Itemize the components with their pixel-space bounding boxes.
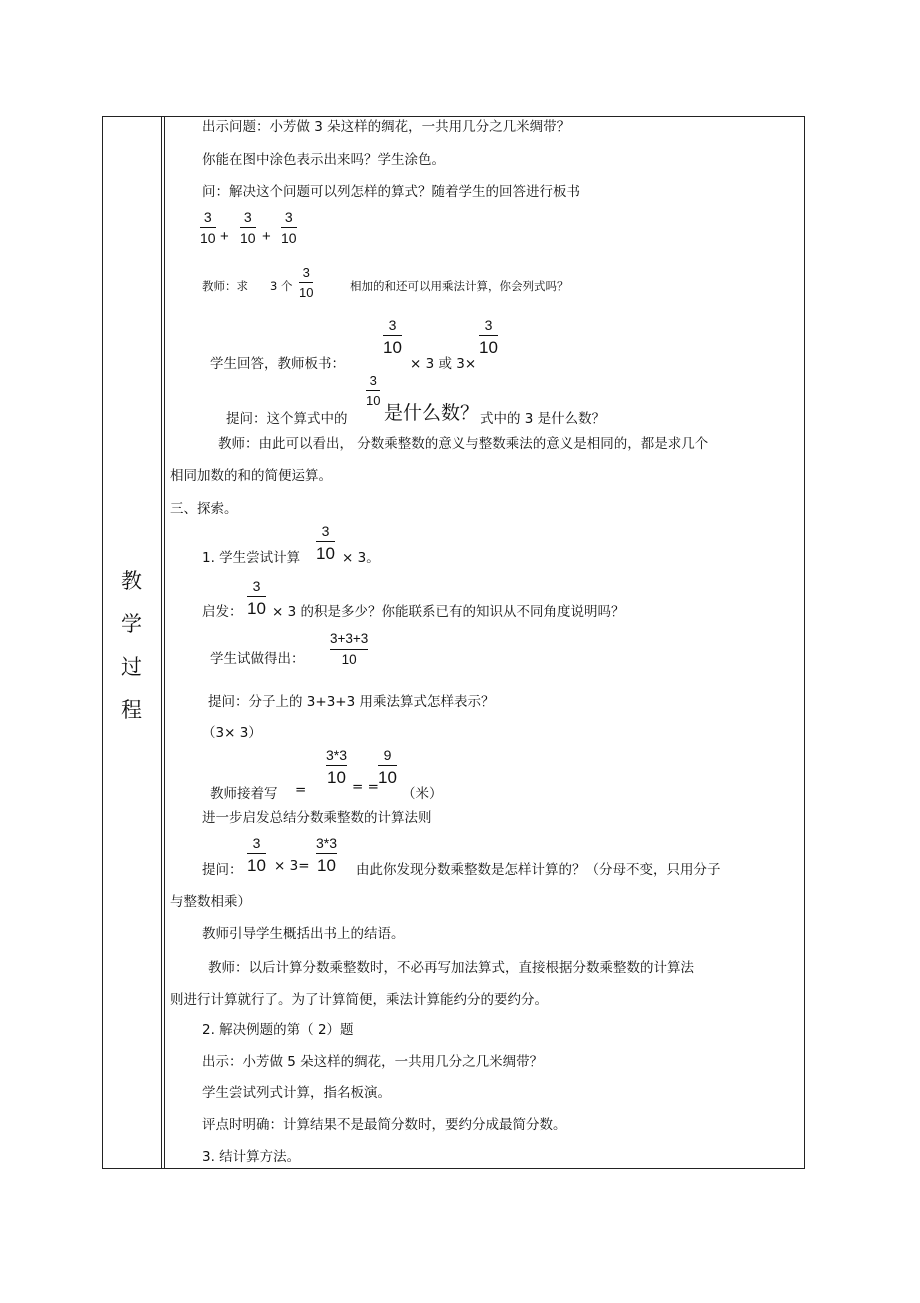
text-line: 由此你发现分数乘整数是怎样计算的？（分母不变，只用分子 — [356, 862, 721, 878]
problem-text: 出示问题：小芳做 3 朵这样的绸花，一共用几分之几米绸带？ — [202, 119, 571, 135]
text-line: 你能在图中涂色表示出来吗？学生涂色。 — [202, 152, 445, 168]
numerator: 3 — [284, 209, 293, 225]
unit-text: （米） — [402, 786, 443, 802]
equals-sign: = = — [352, 779, 379, 795]
fraction — [366, 374, 380, 407]
text-line: 教师：以后计算分数乘整数时，不必再写加法算式，直接根据分数乘整数的计算法 — [208, 960, 694, 976]
text-line: 3 个 — [270, 279, 293, 293]
denominator: 10 — [378, 768, 397, 787]
text-line: 进一步启发总结分数乘整数的计算法则 — [202, 810, 432, 826]
numerator: 3 — [252, 835, 261, 851]
denominator: 10 — [247, 856, 266, 875]
numerator: 3 — [484, 317, 493, 333]
fraction — [316, 836, 337, 874]
section-label — [102, 560, 161, 732]
text-line: 问：解决这个问题可以列怎样的算式？随着学生的回答进行板书 — [202, 184, 580, 200]
fraction — [479, 318, 498, 356]
numerator: 3 — [321, 523, 330, 539]
text-line: × 3 或 3× — [410, 356, 477, 372]
text-line: 1. 学生尝试计算 — [202, 550, 301, 566]
text-line: 提问：分子上的 3+3+3 用乘法算式怎样表示？ — [208, 694, 495, 710]
text-line: 教师引导学生概括出书上的结语。 — [202, 926, 405, 942]
numerator: 3 — [388, 317, 397, 333]
denominator: 10 — [316, 544, 335, 563]
label-char: 学 — [121, 612, 142, 636]
text-line: × 3。 — [342, 550, 380, 566]
numerator: 3 — [252, 578, 261, 594]
text-line: 出示：小芳做 5 朵这样的绸花，一共用几分之几米绸带？ — [202, 1054, 544, 1070]
text-line: 则进行计算就行了。为了计算简便，乘法计算能约分的要约分。 — [170, 992, 548, 1008]
numerator: 3+3+3 — [330, 631, 369, 646]
fraction — [247, 836, 266, 874]
denominator: 10 — [317, 856, 336, 875]
denominator: 10 — [200, 230, 216, 246]
text-line: 3. 结计算方法。 — [202, 1149, 301, 1165]
denominator: 10 — [383, 338, 402, 357]
plus-sign: + — [220, 228, 229, 245]
numerator: 3*3 — [316, 835, 338, 851]
text-line: 学生回答，教师板书： — [210, 356, 345, 372]
text-line: 相加的和还可以用乘法计算，你会列式吗？ — [350, 279, 569, 293]
fraction — [299, 266, 313, 299]
text-line: 提问： — [202, 862, 243, 878]
column-divider-inner — [164, 116, 165, 1169]
numerator: 9 — [383, 747, 392, 763]
fraction — [326, 748, 347, 786]
fraction — [316, 524, 335, 562]
denominator: 10 — [341, 651, 357, 667]
column-divider — [161, 116, 162, 1169]
label-char: 教 — [121, 569, 142, 593]
text-line: × 3 的积是多少？你能联系已有的知识从不同角度说明吗？ — [272, 604, 625, 620]
fraction — [281, 210, 297, 245]
numerator: 3*3 — [326, 747, 348, 763]
text-line: 式中的 3 是什么数？ — [480, 411, 606, 427]
text-line: 相同加数的和的简便运算。 — [170, 468, 332, 484]
numerator: 3 — [302, 265, 310, 280]
plus-sign: + — [262, 228, 271, 245]
fraction — [330, 632, 368, 666]
fraction — [247, 579, 266, 617]
section-heading: 三、探索。 — [170, 501, 238, 517]
text-line: 与整数相乘） — [170, 894, 251, 910]
fraction — [383, 318, 402, 356]
text-line: 2. 解决例题的第（ 2）题 — [202, 1022, 354, 1038]
text-line: × 3= — [274, 858, 310, 874]
text-line: 提问：这个算式中的 — [226, 411, 348, 427]
text-line: （3× 3） — [202, 725, 262, 741]
denominator: 10 — [299, 285, 314, 300]
lesson-table — [102, 116, 805, 1169]
text-line: 教师：由此可以看出， 分数乘整数的意义与整数乘法的意义是相同的，都是求几个 — [218, 436, 709, 452]
text-line: 评点时明确：计算结果不是最简分数时，要约分成最简分数。 — [202, 1117, 567, 1133]
numerator: 3 — [203, 209, 212, 225]
numerator: 3 — [369, 373, 377, 388]
fraction — [200, 210, 216, 245]
denominator: 10 — [327, 768, 346, 787]
fraction — [378, 748, 397, 786]
denominator: 10 — [281, 230, 297, 246]
text-line: 启发： — [202, 604, 243, 620]
text-line: 学生尝试列式计算，指名板演。 — [202, 1085, 391, 1101]
denominator: 10 — [479, 338, 498, 357]
text-line: 是什么数？ — [384, 402, 480, 424]
text-line: 教师接着写 — [210, 786, 278, 802]
equals-sign: = — [295, 782, 307, 798]
label-char: 过 — [121, 655, 142, 679]
text-line: 学生试做得出： — [210, 651, 305, 667]
fraction — [240, 210, 256, 245]
label-char: 程 — [121, 698, 142, 722]
numerator: 3 — [243, 209, 252, 225]
denominator: 10 — [366, 393, 381, 408]
denominator: 10 — [240, 230, 256, 246]
denominator: 10 — [247, 599, 266, 618]
text-line: 教师：求 — [202, 279, 248, 293]
